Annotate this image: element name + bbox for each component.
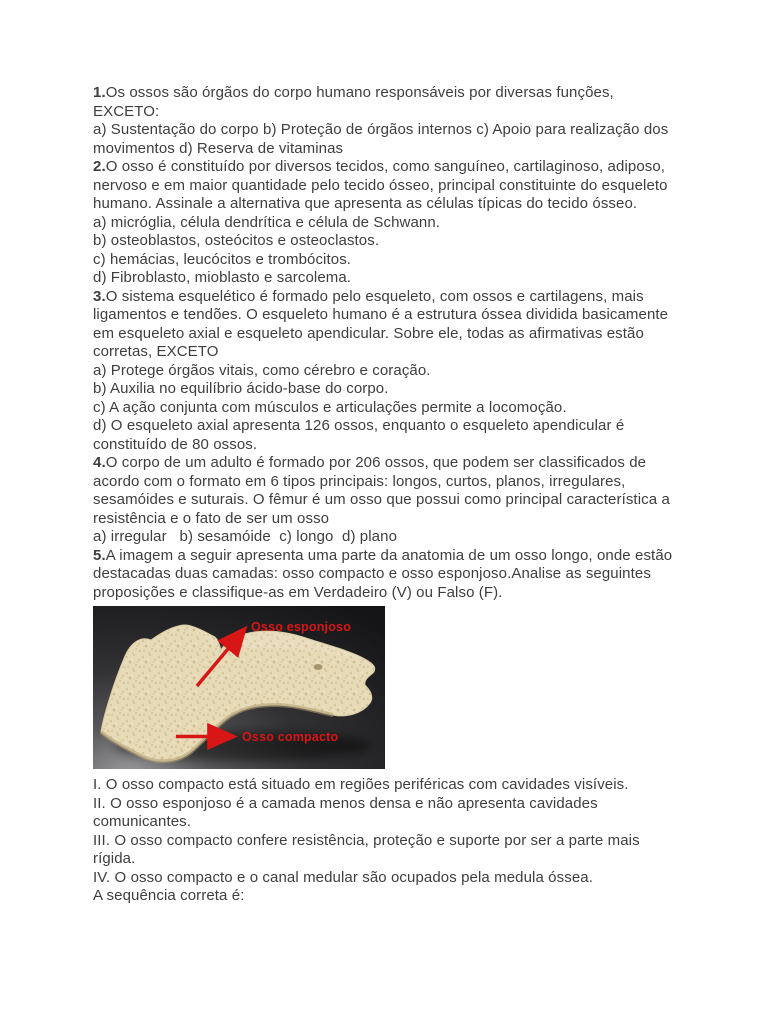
question-4-options: a) irregular b) sesamóide c) longo d) plano [93, 528, 398, 545]
question-1-text: Os ossos são órgãos do corpo humano responsáveis por diversas funções, EXCETO: [93, 84, 614, 120]
question-3-text: O sistema esquelético é formado pelo esqueleto, com ossos e cartilagens, mais ligamentos e tendões. O esqueleto humano é a estrutura óssea dividida basicamente em esqueleto axial e esqueleto apendicular. Sobre ele, todas as afirmativas estão corretas, EXCETO [93, 287, 669, 360]
closing-line: A sequência correta é: [93, 887, 245, 904]
question-2-option-c: c) hemácias, leucócitos e trombócitos. [93, 250, 352, 268]
statement-1: I. O osso compacto está situado em regiões periféricas com cavidades visíveis. [93, 776, 629, 793]
question-2-option-b: b) osteoblastos, osteócitos e osteoclastos. [93, 232, 380, 249]
question-4-text: O corpo de um adulto é formado por 206 ossos, que podem ser classificados de acordo com o formato em 6 tipos principais: longos, curtos, planos, irregulares, sesamóides e suturais. O fêmur é um osso que possui como principal característica a resistência e o fato de ser um osso [93, 454, 670, 527]
statement-4: IV. O osso compacto e o canal medular são ocupados pela medula óssea. [93, 868, 593, 886]
question-3-option-d: d) O esqueleto axial apresenta 126 ossos, enquanto o esqueleto apendicular é constituído de 80 ossos. [93, 417, 625, 453]
question-4-number: 4. [93, 454, 106, 471]
question-5 [93, 547, 676, 603]
question-2 [93, 158, 676, 214]
bone-photo-svg [93, 606, 385, 769]
statement-2: II. O osso esponjoso é a camada menos densa e não apresenta cavidades comunicantes. [93, 794, 598, 830]
question-4 [93, 454, 676, 528]
question-5-number: 5. [93, 546, 106, 564]
question-3-option-b: b) Auxilia no equilíbrio ácido-base do corpo. [93, 380, 389, 397]
question-2-number: 2. [93, 158, 106, 175]
question-3-option-c: c) A ação conjunta com músculos e articulações permite a locomoção. [93, 398, 567, 416]
question-5-text: A imagem a seguir apresenta uma parte da anatomia de um osso longo, onde estão destacadas duas camadas: osso compacto e osso esponjoso.Analise as seguintes proposições e classifique-as em Verdadeiro (V) ou Falso (F). [93, 546, 673, 601]
question-1-number: 1. [93, 84, 106, 101]
question-3-number: 3. [93, 287, 106, 305]
question-3-option-a: a) Protege órgãos vitais, como cérebro e coração. [93, 361, 431, 379]
bone-divot [314, 664, 323, 670]
question-1-options: a) Sustentação do corpo b) Proteção de órgãos internos c) Apoio para realização dos movimentos d) Reserva de vitaminas [93, 121, 669, 157]
question-2-option-a: a) micróglia, célula dendrítica e célula de Schwann. [93, 213, 441, 231]
bone-cross-section-photo [93, 606, 385, 769]
quiz-text-column [93, 84, 676, 906]
question-3 [93, 288, 676, 362]
label-osso-compacto: Osso compacto [242, 730, 339, 744]
question-2-option-d: d) Fibroblasto, mioblasto e sarcolema. [93, 269, 352, 286]
question-2-text: O osso é constituído por diversos tecidos, como sanguíneo, cartilaginoso, adiposo, nervoso e em maior quantidade pelo tecido ósseo, principal constituinte do esqueleto humano. Assinale a alternativa que apresenta as células típicas do tecido ósseo. [93, 158, 668, 212]
label-osso-esponjoso: Osso esponjoso [251, 620, 352, 634]
question-1 [93, 84, 676, 121]
statement-3: III. O osso compacto confere resistência, proteção e suporte por ser a parte mais rígida. [93, 831, 640, 867]
